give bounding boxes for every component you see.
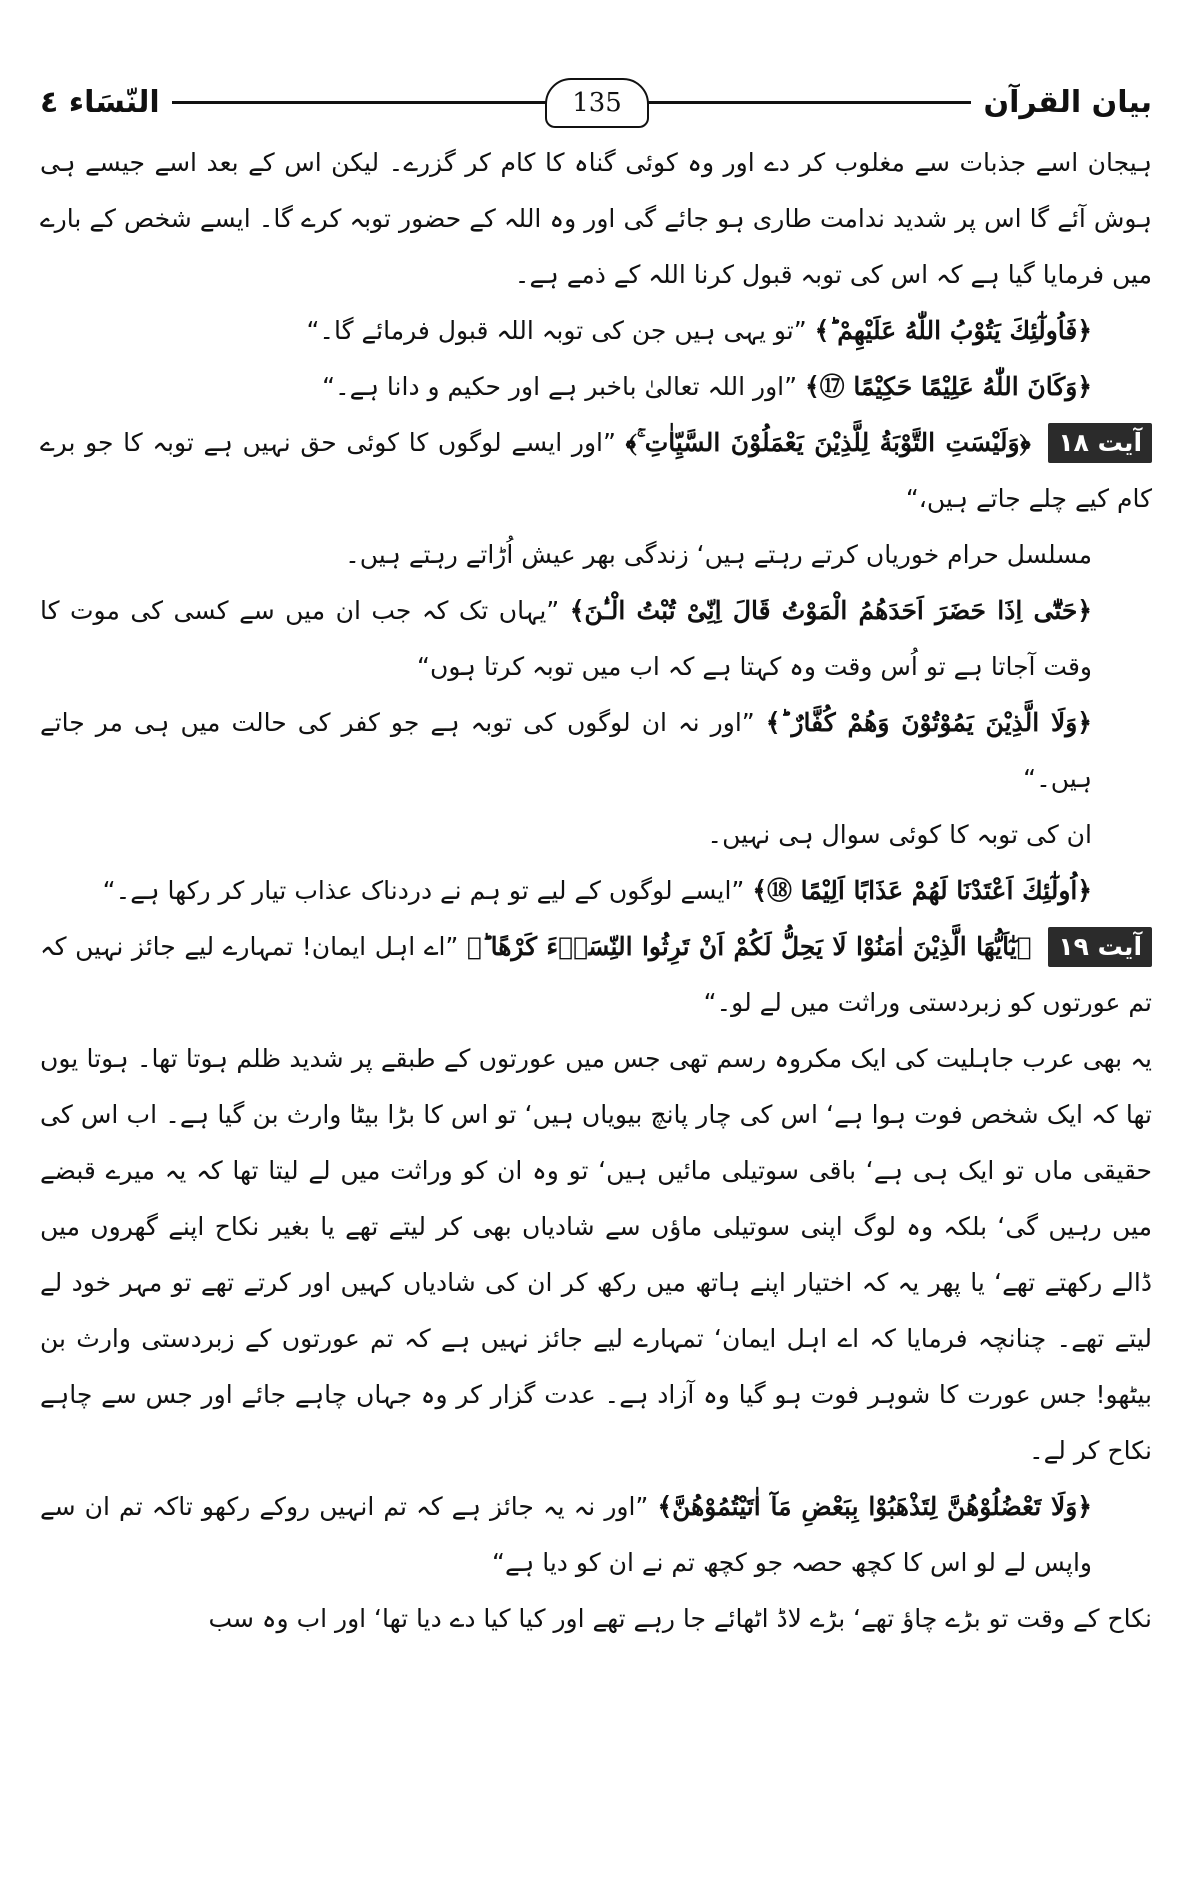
verse-translation: ”اے اہل ایمان! تمہارے لیے جائز نہیں کہ تم عورتوں کو زبردستی وراثت میں لے لو۔“ [40, 932, 1152, 1017]
arabic-verse: ﴿حَتّٰٓى اِذَا حَضَرَ اَحَدَهُمُ الْمَوْتُ قَالَ اِنِّىْ تُبْتُ الْـٰٔنَ﴾ [569, 596, 1092, 625]
verse-translation: ”تو یہی ہیں جن کی توبہ اللہ قبول فرمائے گا۔“ [306, 316, 807, 345]
verse-translation: ”اور نہ یہ جائز ہے کہ تم انہیں روکے رکھو تاکہ تم ان سے واپس لے لو اس کا کچھ حصہ جو کچھ تم نے ان کو دیا ہے“ [40, 1492, 1092, 1577]
paragraph: ہیجان اسے جذبات سے مغلوب کر دے اور وہ کوئی گناہ کا کام کر گزرے۔ لیکن اس کے بعد اسے جیسے ہی ہوش آئے گا اس پر شدید ندامت طاری ہو جائے گی اور وہ اللہ کے حضور توبہ کرے گا۔ ایسے شخص کے بارے میں فرمایا گیا ہے کہ اس کی توبہ قبول کرنا اللہ کے ذمے ہے۔ [40, 148, 1152, 289]
verse-line [40, 303, 1152, 359]
verse-translation: ”اور نہ ان لوگوں کی توبہ ہے جو کفر کی حالت میں ہی مر جاتے ہیں۔“ [40, 708, 1092, 793]
verse-translation: ”یہاں تک کہ جب ان میں سے کسی کی موت کا وقت آجاتا ہے تو اُس وقت وہ کہتا ہے کہ اب میں توبہ کرتا ہوں“ [40, 596, 1092, 681]
paragraph: ان کی توبہ کا کوئی سوال ہی نہیں۔ [707, 820, 1092, 849]
ayah-18-label: آیت ۱۸ [1048, 423, 1152, 463]
verse-line [40, 919, 1152, 1031]
paragraph: نکاح کے وقت تو بڑے چاؤ تھے‘ بڑے لاڈ اٹھائے جا رہے تھے اور کیا کیا دے دیا تھا‘ اور اب وہ سب [208, 1604, 1152, 1633]
verse-translation: ”ایسے لوگوں کے لیے تو ہم نے دردناک عذاب تیار کر رکھا ہے۔“ [102, 876, 745, 905]
arabic-verse: ﴿اُولٰٓئِكَ اَعْتَدْنَا لَهُمْ عَذَابًا اَلِيْمًا ⑱﴾ [752, 876, 1092, 905]
verse-translation: ”اور ایسے لوگوں کا کوئی حق نہیں ہے توبہ کا جو برے کام کیے چلے جاتے ہیں،“ [40, 428, 1152, 513]
page-number: 135 [545, 78, 649, 128]
verse-line [40, 359, 1152, 415]
paragraph: یہ بھی عرب جاہلیت کی ایک مکروہ رسم تھی جس میں عورتوں کے طبقے پر شدید ظلم ہوتا تھا۔ ہوتا یوں تھا کہ ایک شخص فوت ہوا ہے‘ اس کی چار پانچ بیویاں ہیں‘ تو اس کا بڑا بیٹا وارث بن گیا ہے۔ اب اس کی حقیقی ماں تو ایک ہی ہے‘ باقی سوتیلی مائیں ہیں‘ تو وہ ان کو وراثت میں لے لیتا تھا کہ یہ میرے قبضے میں رہیں گی‘ بلکہ وہ لوگ اپنی سوتیلی ماؤں سے شادیاں بھی کر لیتے تھے یا بغیر نکاح اپنے گھروں میں ڈالے رکھتے تھے‘ یا پھر یہ کہ اختیار اپنے ہاتھ میں رکھ کر ان کی شادیاں کہیں اور کرتے تھے تو مہر خود لے لیتے تھے۔ چنانچہ فرمایا کہ اے اہل ایمان‘ تمہارے لیے جائز نہیں ہے کہ تم عورتوں کے زبردستی وارث بن بیٹھو! جس عورت کا شوہر فوت ہو گیا وہ آزاد ہے۔ عدت گزار کر وہ جہاں چاہے جائے اور جس سے چاہے نکاح کر لے۔ [40, 1044, 1152, 1465]
verse-line [40, 695, 1152, 807]
paragraph: مسلسل حرام خوریاں کرتے رہتے ہیں‘ زندگی بھر عیش اُڑاتے رہتے ہیں۔ [345, 540, 1092, 569]
verse-translation: ”اور اللہ تعالیٰ باخبر ہے اور حکیم و دانا ہے۔“ [322, 372, 798, 401]
arabic-verse: ﴿وَلَيْسَتِ التَّوْبَةُ لِلَّذِيْنَ يَعْمَلُوْنَ السَّيِّاٰتِ ۚ﴾ [625, 428, 1031, 457]
arabic-verse: ﴿وَكَانَ اللّٰهُ عَلِيْمًا حَكِيْمًا ⑰﴾ [805, 372, 1092, 401]
verse-line [40, 583, 1152, 695]
ayah-19-label: آیت ۱۹ [1048, 927, 1152, 967]
surah-name: النّسَاء ٤ [40, 84, 160, 120]
verse-line [40, 1479, 1152, 1591]
verse-line [40, 863, 1152, 919]
arabic-verse: ﴿يٰٓاَيُّهَا الَّذِيْنَ اٰمَنُوْا لَا يَحِلُّ لَكُمْ اَنْ تَرِثُوا النِّسَاۗءَ كَرْهًا ؕ﴾ [466, 932, 1032, 961]
page-body [40, 135, 1152, 1871]
book-title: بیان القرآن [983, 84, 1152, 120]
arabic-verse: ﴿فَاُولٰٓئِكَ يَتُوْبُ اللّٰهُ عَلَيْهِمْ ؕ﴾ [814, 316, 1092, 345]
arabic-verse: ﴿وَلَا تَعْضُلُوْهُنَّ لِتَذْهَبُوْا بِبَعْضِ مَآ اٰتَيْتُمُوْهُنَّ﴾ [657, 1492, 1092, 1521]
verse-line [40, 415, 1152, 527]
arabic-verse: ﴿وَلَا الَّذِيْنَ يَمُوْتُوْنَ وَهُمْ كُفَّارٌ ؕ﴾ [765, 708, 1092, 737]
